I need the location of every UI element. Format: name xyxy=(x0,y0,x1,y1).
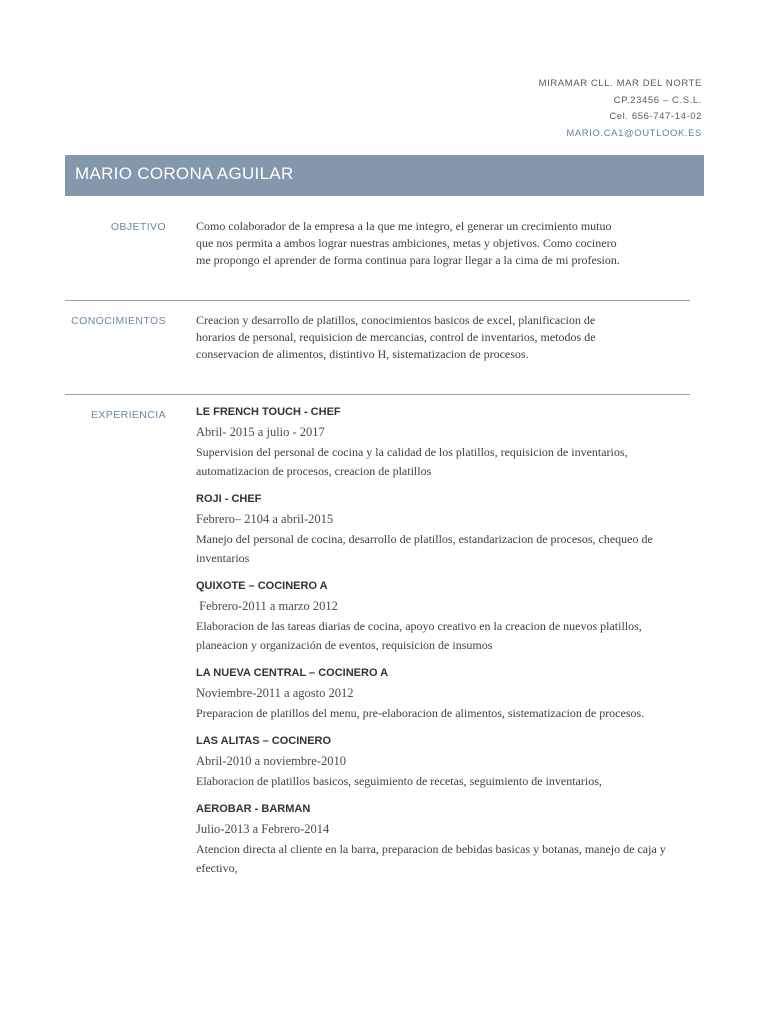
job-description: Elaboracion de platillos basicos, seguimiento de recetas, seguimiento de inventarios, xyxy=(196,774,602,788)
contact-phone: Cel. 656-747-14-02 xyxy=(609,111,702,122)
knowledge-text xyxy=(196,312,676,363)
job-description: Preparacion de platillos del menu, pre-elaboracion de alimentos, sistematizacion de procesos. xyxy=(196,706,645,720)
job-dates: Noviembre-2011 a agosto 2012 xyxy=(196,686,354,700)
job-entry xyxy=(196,404,691,481)
job-entry xyxy=(196,733,691,791)
objective-line: me propongo el aprender de forma continua para lograr llegar a la cima de mi profesion. xyxy=(196,253,620,267)
name-banner xyxy=(65,155,704,196)
section-divider xyxy=(65,394,690,395)
job-title: LAS ALITAS – COCINERO xyxy=(196,735,332,747)
job-entry xyxy=(196,801,691,878)
job-dates: Abril- 2015 a julio - 2017 xyxy=(196,425,325,439)
job-entry xyxy=(196,665,691,723)
knowledge-line: conservacion de alimentos, distintivo H, sistematizacion de procesos. xyxy=(196,347,529,361)
job-dates: Julio-2013 a Febrero-2014 xyxy=(196,822,330,836)
knowledge-label: CONOCIMIENTOS xyxy=(71,315,166,327)
job-dates: Febrero– 2104 a abril-2015 xyxy=(196,512,334,526)
knowledge-line: Creacion y desarrollo de platillos, conocimientos basicos de excel, planificacion de xyxy=(196,313,596,327)
job-dates: Abril-2010 a noviembre-2010 xyxy=(196,754,346,768)
job-title: QUIXOTE – COCINERO A xyxy=(196,580,328,592)
experience-label: EXPERIENCIA xyxy=(90,409,166,421)
job-entry xyxy=(196,578,691,655)
objective-line: que nos permita a ambos lograr nuestras ambiciones, metas y objetivos. Como cocinero xyxy=(196,236,617,250)
objective-line: Como colaborador de la empresa a la que me integro, el generar un crecimiento mutuo xyxy=(196,219,612,233)
experience-list xyxy=(196,404,691,888)
job-title: LA NUEVA CENTRAL – COCINERO A xyxy=(196,667,389,679)
contact-block xyxy=(539,76,702,142)
objective-label: OBJETIVO xyxy=(110,221,166,233)
job-title: AEROBAR - BARMAN xyxy=(196,803,311,815)
candidate-name: MARIO CORONA AGUILAR xyxy=(75,164,294,183)
objective-text xyxy=(196,218,676,269)
contact-postal: CP.23456 – C.S.L. xyxy=(613,94,702,106)
job-description: Supervision del personal de cocina y la calidad de los platillos, requisicion de inventarios, automatizacion de procesos, creacion de platillos xyxy=(196,445,628,478)
contact-address: MIRAMAR CLL. MAR DEL NORTE xyxy=(538,78,702,89)
section-divider xyxy=(65,300,690,301)
job-description: Atencion directa al cliente en la barra, preparacion de bebidas basicas y botanas, manejo de caja y efectivo, xyxy=(196,842,666,875)
job-title: LE FRENCH TOUCH - CHEF xyxy=(196,406,341,418)
job-title: ROJI - CHEF xyxy=(196,493,262,505)
contact-email-link[interactable]: MARIO.CA1@OUTLOOK.ES xyxy=(566,127,702,139)
knowledge-line: horarios de personal, requisicion de mercancias, control de inventarios, metodos de xyxy=(196,330,596,344)
job-entry xyxy=(196,491,691,568)
job-dates: Febrero-2011 a marzo 2012 xyxy=(196,599,338,613)
job-description: Manejo del personal de cocina, desarrollo de platillos, estandarizacion de procesos, chequeo de inventarios xyxy=(196,532,653,565)
job-description: Elaboracion de las tareas diarias de cocina, apoyo creativo en la creacion de nuevos platillos, planeacion y organización de eventos, requisicion de insumos xyxy=(196,619,642,652)
